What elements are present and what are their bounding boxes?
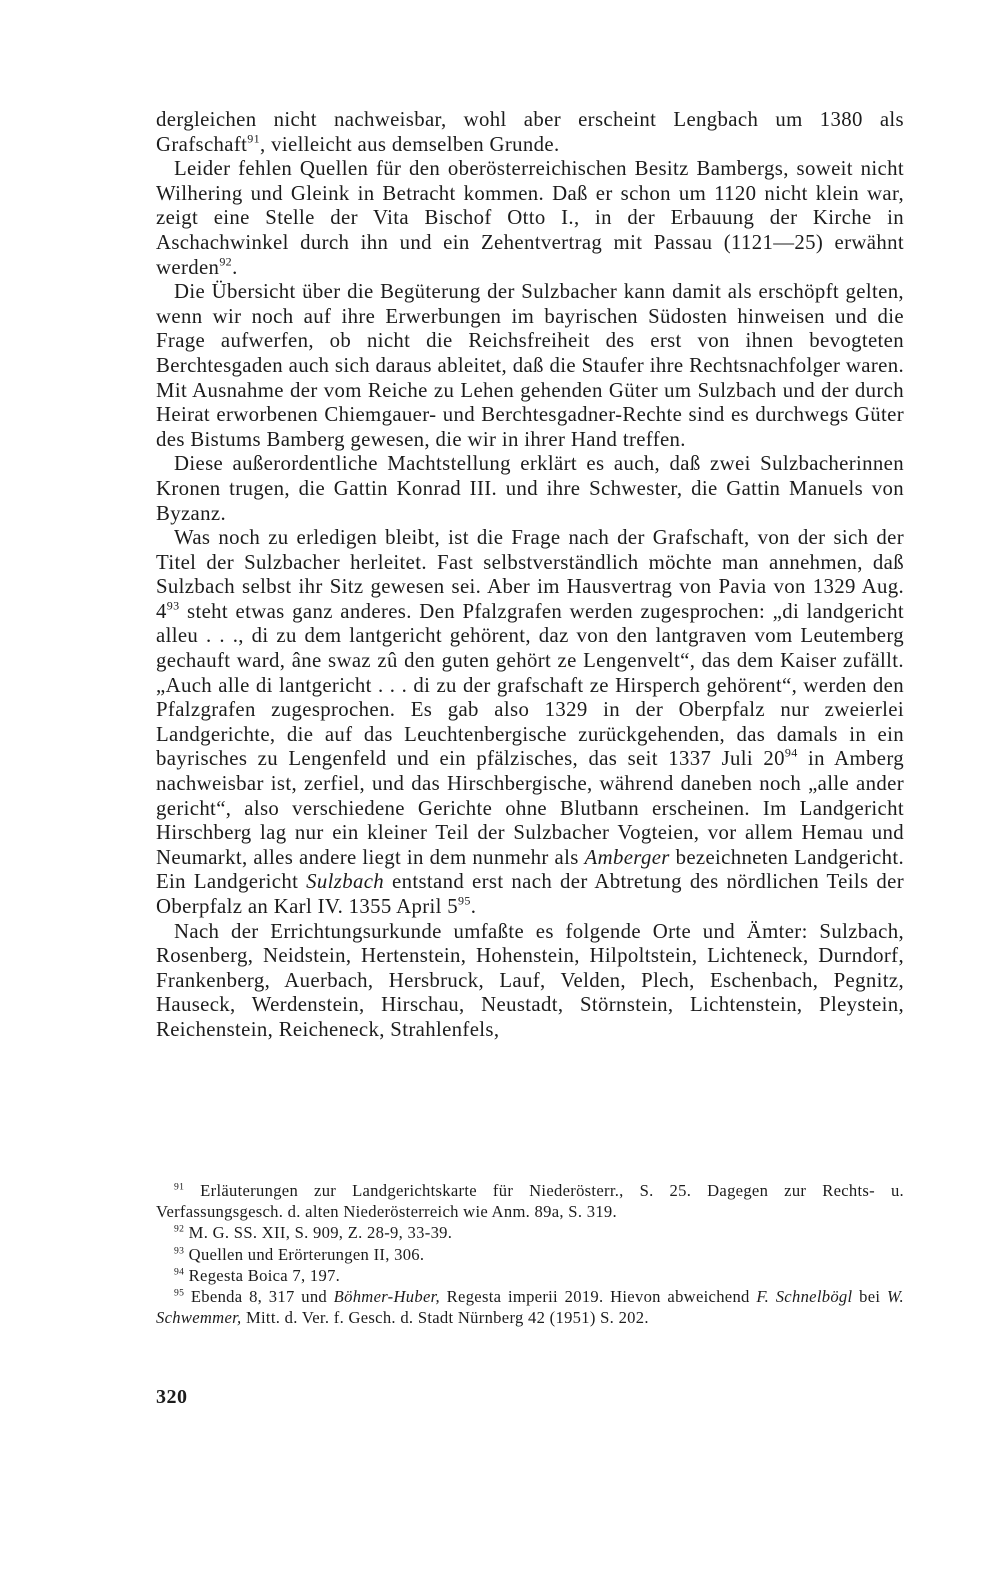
main-text [156,108,904,1043]
text-run: Quellen und Erörterungen II, 306. [184,1244,425,1264]
footnote-ref: 91 [247,131,261,146]
text-run: bezeichneten Landgericht. Ein Landgericht [156,845,905,894]
text-run: Ebenda 8, 317 und [184,1287,334,1307]
footnote-ref: 91 [174,1181,185,1193]
footnote [156,1265,904,1286]
text-run: . [470,895,477,918]
paragraph [156,157,904,280]
text-run: Die Übersicht über die Begüterung der Sulzbacher kann damit als erschöpft gelten, wenn wir noch auf ihre Erwerbungen im bayrischen Südosten hinweisen und die Frage aufwerfen, ob nicht die Reichsfreiheit des erst von ihnen bevogteten Berchtesgaden auch sich daraus ableitet, daß die Staufer ihre Rechtsnachfolger waren. Mit Ausnahme der vom Reiche zu Lehen gehenden Güter um Sulzbach und der durch Heirat erworbenen Chiemgauer- und Berchtesgadner-Rechte sind es durchwegs Güter des Bistums Bamberg gewesen, die wir in ihrer Hand treffen. [156,280,904,451]
text-run: Regesta Boica 7, 197. [184,1265,341,1285]
paragraph [156,526,904,920]
text-run: M. G. SS. XII, S. 909, Z. 28-9, 33-39. [184,1223,453,1243]
text-run: bei [852,1287,887,1307]
text-run: entstand erst nach der Abtretung des nördlichen Teils der Oberpfalz an Karl IV. 1355 April 5 [156,870,904,918]
emphasis: F. Schnelbögl [756,1287,853,1307]
text-run: Leider fehlen Quellen für den oberösterreichischen Besitz Bambergs, soweit nicht Wilhering und Gleink in Betracht kommen. Daß er schon um 1120 nicht klein war, zeigt eine Stelle der Vita Bischof Otto I., in der Erbauung der Kirche in Aschachwinkel durch ihn und ein Zehentvertrag mit Passau (1121—25) erwähnt werden [156,157,904,279]
text-run: Erläuterungen zur Landgerichtskarte für Niederösterr., S. 25. Dagegen zur Rechts- u. Verfassungsgesch. d. alten Niederösterreich wie Anm. 89a, S. 319. [156,1181,904,1222]
text-run: Diese außerordentliche Machtstellung erklärt es auch, daß zwei Sulzbacherinnen Kronen trugen, die Gattin Konrad III. und ihre Schwester, die Gattin Manuels von Byzanz. [156,452,904,525]
footnote-ref: 95 [458,893,471,908]
paragraph [156,108,904,157]
text-run: Mitt. d. Ver. f. Gesch. d. Stadt Nürnberg 42 (1951) S. 202. [241,1308,649,1328]
footnote-ref: 92 [219,254,233,269]
paragraph [156,280,904,452]
footnote-ref: 94 [174,1266,185,1278]
footnote [156,1244,904,1265]
text-run: steht etwas ganz anderes. Den Pfalzgrafen werden zugesprochen: „di landgericht alleu . . ., di zu dem lantgericht gehörent, daz von den lantgraven vom Leutemberg gechauft ward, âne swaz zû den guten gehört ze Lengenvelt“, das dem Kaiser zufällt. „Auch alle di lantgericht . . . di zu der grafschaft ze Hirsperch gehörent“, werden den Pfalzgrafen zugesprochen. Es gab also 1329 in der Oberpfalz nur zweierlei Landgerichte, die auf das Leuchtenbergische zurückgehenden, das damals in ein bayrisches zu Lengenfeld und ein pfälzisches, das seit 1337 Juli 20 [156,599,904,771]
footnotes [156,1180,904,1328]
footnote-ref: 94 [784,746,798,760]
page-number: 320 [156,1386,188,1408]
text-run: in Amberg nachweisbar ist, zerfiel, und das Hirschbergische, während daneben noch „alle ander gericht“, also verschiedene Gerichte ohne Blutbann erscheinen. Im Landgericht Hirschberg lag nur ein kleiner Teil der Sulzbacher Vogteien, vor allem Hemau und Neumarkt, alles andere liegt in dem nunmehr als [156,747,904,869]
emphasis: Böhmer-Huber, [333,1287,441,1307]
footnote [156,1286,904,1328]
text-run: , vielleicht aus demselben Grunde. [260,132,560,156]
emphasis: W. Schwemmer, [156,1287,904,1328]
emphasis: Sulzbach [306,870,385,894]
footnote-ref: 95 [174,1287,185,1299]
footnote-ref: 92 [174,1223,185,1235]
text-run: . [232,255,238,279]
paragraph [156,920,904,1043]
footnote-ref: 93 [166,598,180,613]
text-run: Regesta imperii 2019. Hievon abweichend [440,1287,757,1307]
paragraph [156,452,904,526]
text-run: Nach der Errichtungsurkunde umfaßte es folgende Orte und Ämter: Sulzbach, Rosenberg, Neidstein, Hertenstein, Hohenstein, Hilpoltstein, Lichteneck, Durndorf, Frankenberg, Auerbach, Hersbruck, Lauf, Velden, Plech, Eschenbach, Pegnitz, Hauseck, Werdenstein, Hirschau, Neustadt, Störnstein, Lichtenstein, Pleystein, Reichenstein, Reicheneck, Strahlenfels, [156,919,904,1041]
footnote [156,1222,904,1243]
footnote-ref: 93 [174,1244,185,1256]
emphasis: Amberger [584,845,670,869]
text-run: dergleichen nicht nachweisbar, wohl aber erscheint Lengbach um 1380 als Grafschaft [156,108,904,156]
footnote [156,1180,904,1222]
text-run: Was noch zu erledigen bleibt, ist die Frage nach der Grafschaft, von der sich der Titel der Sulzbacher herleitet. Fast selbstverständlich möchte man annehmen, daß Sulzbach selbst ihr Sitz gewesen sei. Aber im Hausvertrag von Pavia von 1329 Aug. 4 [156,526,904,623]
